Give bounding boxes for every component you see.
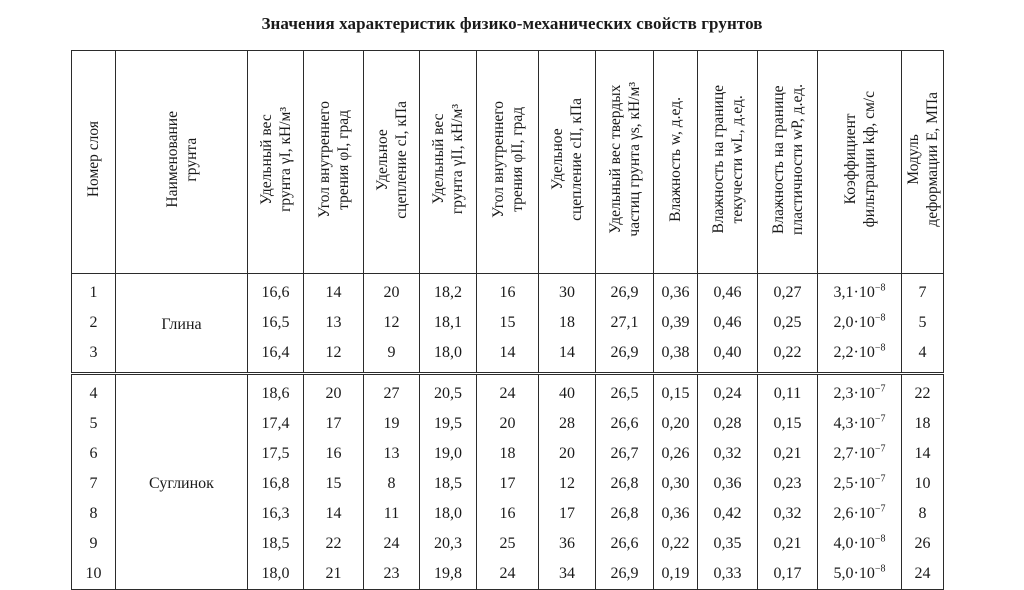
value-cell: 8 — [364, 469, 420, 499]
column-header — [654, 51, 698, 274]
header-line: трения φI, град — [334, 109, 352, 210]
header-line: текучести wL, д.ед. — [728, 95, 746, 224]
coefficient-mantissa: 3,1·10 — [833, 284, 875, 301]
value-cell: 18 — [477, 439, 539, 469]
coefficient-mantissa: 4,0·10 — [833, 535, 875, 552]
filtration-coefficient — [818, 274, 902, 309]
column-header — [477, 51, 539, 274]
value-cell: 13 — [364, 439, 420, 469]
value-cell: 26,9 — [596, 274, 654, 309]
value-cell: 0,35 — [698, 529, 758, 559]
header-line: деформации E, МПа — [923, 92, 941, 227]
value-cell: 26,9 — [596, 338, 654, 374]
value-cell: 0,20 — [654, 409, 698, 439]
column-header — [116, 51, 248, 274]
column-header — [698, 51, 758, 274]
value-cell: 20,5 — [420, 374, 477, 410]
value-cell: 26,9 — [596, 559, 654, 590]
deformation-modulus: 18 — [902, 409, 944, 439]
value-cell: 26,6 — [596, 529, 654, 559]
header-line: Удельное — [549, 128, 566, 191]
value-cell: 26,8 — [596, 469, 654, 499]
header-line: пластичности wP, д.ед. — [788, 84, 806, 235]
value-cell: 0,46 — [698, 274, 758, 309]
value-cell: 0,36 — [698, 469, 758, 499]
filtration-coefficient — [818, 338, 902, 374]
value-cell: 16 — [304, 439, 364, 469]
value-cell: 12 — [304, 338, 364, 374]
value-cell: 24 — [364, 529, 420, 559]
coefficient-exponent: −7 — [874, 383, 886, 395]
value-cell: 0,39 — [654, 308, 698, 338]
filtration-coefficient — [818, 559, 902, 590]
header-line: трения φII, град — [508, 106, 526, 213]
coefficient-mantissa: 2,5·10 — [833, 475, 875, 492]
value-cell: 0,19 — [654, 559, 698, 590]
layer-number: 6 — [72, 439, 116, 469]
value-cell: 25 — [477, 529, 539, 559]
deformation-modulus: 22 — [902, 374, 944, 410]
header-line: Номер слоя — [85, 121, 102, 198]
value-cell: 0,32 — [758, 499, 818, 529]
value-cell: 0,15 — [654, 374, 698, 410]
deformation-modulus: 14 — [902, 439, 944, 469]
value-cell: 0,11 — [758, 374, 818, 410]
value-cell: 24 — [477, 559, 539, 590]
coefficient-exponent: −7 — [874, 443, 886, 455]
deformation-modulus: 10 — [902, 469, 944, 499]
layer-number: 8 — [72, 499, 116, 529]
coefficient-exponent: −7 — [874, 503, 886, 515]
filtration-coefficient — [818, 499, 902, 529]
header-line: Влажность w, д.ед. — [667, 97, 684, 222]
coefficient-mantissa: 4,3·10 — [833, 415, 875, 432]
value-cell: 20 — [304, 374, 364, 410]
soil-properties-table — [71, 50, 944, 590]
value-cell: 0,46 — [698, 308, 758, 338]
header-row — [72, 51, 944, 274]
table-title: Значения характеристик физико-механических свойств грунтов — [261, 14, 763, 33]
header-line: Удельный вес — [430, 114, 447, 205]
column-header — [539, 51, 596, 274]
value-cell: 26,6 — [596, 409, 654, 439]
value-cell: 20 — [539, 439, 596, 469]
column-header — [902, 51, 944, 274]
coefficient-mantissa: 2,6·10 — [833, 505, 875, 522]
value-cell: 0,25 — [758, 308, 818, 338]
header-line: сцепление cI, кПа — [392, 100, 410, 219]
value-cell: 18,5 — [248, 529, 304, 559]
value-cell: 24 — [477, 374, 539, 410]
value-cell: 16,6 — [248, 274, 304, 309]
header-line: частиц грунта γs, кН/м³ — [625, 82, 643, 237]
value-cell: 40 — [539, 374, 596, 410]
value-cell: 12 — [364, 308, 420, 338]
value-cell: 30 — [539, 274, 596, 309]
filtration-coefficient — [818, 529, 902, 559]
coefficient-exponent: −8 — [874, 312, 886, 324]
value-cell: 0,24 — [698, 374, 758, 410]
header-line: Влажность на границе — [709, 85, 727, 234]
coefficient-exponent: −7 — [874, 473, 886, 485]
coefficient-mantissa: 2,0·10 — [833, 314, 875, 331]
header-line: Наименование — [163, 111, 181, 208]
value-cell: 15 — [304, 469, 364, 499]
header-line: грунта γII, кН/м³ — [449, 104, 466, 215]
value-cell: 0,21 — [758, 529, 818, 559]
value-cell: 13 — [304, 308, 364, 338]
value-cell: 18,0 — [420, 499, 477, 529]
value-cell: 19,5 — [420, 409, 477, 439]
header-line: Коэффициент — [841, 114, 859, 205]
header-line: Угол внутреннего — [315, 101, 333, 218]
value-cell: 16 — [477, 274, 539, 309]
value-cell: 19,8 — [420, 559, 477, 590]
value-cell: 19 — [364, 409, 420, 439]
value-cell: 17 — [304, 409, 364, 439]
coefficient-mantissa: 2,2·10 — [833, 344, 875, 361]
header-line: грунта — [182, 137, 200, 182]
value-cell: 0,36 — [654, 499, 698, 529]
value-cell: 0,28 — [698, 409, 758, 439]
coefficient-exponent: −8 — [874, 342, 886, 354]
filtration-coefficient — [818, 374, 902, 410]
value-cell: 14 — [304, 499, 364, 529]
filtration-coefficient — [818, 308, 902, 338]
value-cell: 0,27 — [758, 274, 818, 309]
deformation-modulus: 5 — [902, 308, 944, 338]
value-cell: 16 — [477, 499, 539, 529]
value-cell: 0,42 — [698, 499, 758, 529]
value-cell: 15 — [477, 308, 539, 338]
value-cell: 26,5 — [596, 374, 654, 410]
value-cell: 16,4 — [248, 338, 304, 374]
value-cell: 19,0 — [420, 439, 477, 469]
value-cell: 0,22 — [654, 529, 698, 559]
column-header — [818, 51, 902, 274]
header-line: грунта γI, кН/м³ — [276, 107, 294, 212]
coefficient-exponent: −8 — [874, 282, 886, 294]
value-cell: 0,21 — [758, 439, 818, 469]
value-cell: 26,7 — [596, 439, 654, 469]
layer-number: 10 — [72, 559, 116, 590]
table-row — [72, 274, 944, 309]
value-cell: 28 — [539, 409, 596, 439]
value-cell: 0,40 — [698, 338, 758, 374]
value-cell: 0,22 — [758, 338, 818, 374]
value-cell: 0,23 — [758, 469, 818, 499]
value-cell: 14 — [477, 338, 539, 374]
column-header — [758, 51, 818, 274]
deformation-modulus: 26 — [902, 529, 944, 559]
column-header — [248, 51, 304, 274]
coefficient-mantissa: 2,7·10 — [833, 445, 875, 462]
value-cell: 36 — [539, 529, 596, 559]
value-cell: 21 — [304, 559, 364, 590]
layer-number: 1 — [72, 274, 116, 309]
layer-number: 3 — [72, 338, 116, 374]
header-line: фильтрации kф, см/с — [860, 91, 878, 228]
value-cell: 14 — [539, 338, 596, 374]
coefficient-mantissa: 5,0·10 — [833, 565, 875, 582]
value-cell: 0,26 — [654, 439, 698, 469]
layer-number: 9 — [72, 529, 116, 559]
coefficient-exponent: −8 — [874, 563, 886, 575]
soil-name: Суглинок — [116, 374, 248, 590]
table-row — [72, 374, 944, 410]
header-line: Угол внутреннего — [489, 101, 507, 218]
header-line: Удельный вес — [257, 114, 275, 205]
header-line: Влажность на границе — [769, 85, 787, 234]
filtration-coefficient — [818, 409, 902, 439]
coefficient-mantissa: 2,3·10 — [833, 385, 875, 402]
header-line: сцепление cII, кПа — [568, 98, 585, 221]
value-cell: 27 — [364, 374, 420, 410]
value-cell: 0,38 — [654, 338, 698, 374]
header-line: Удельный вес твердых — [606, 85, 624, 234]
value-cell: 18,2 — [420, 274, 477, 309]
filtration-coefficient — [818, 439, 902, 469]
deformation-modulus: 7 — [902, 274, 944, 309]
value-cell: 20 — [364, 274, 420, 309]
value-cell: 16,8 — [248, 469, 304, 499]
value-cell: 17,5 — [248, 439, 304, 469]
soil-name: Глина — [116, 274, 248, 374]
value-cell: 27,1 — [596, 308, 654, 338]
coefficient-exponent: −7 — [874, 413, 886, 425]
value-cell: 17 — [539, 499, 596, 529]
header-line: Модуль — [904, 134, 922, 185]
value-cell: 18,0 — [420, 338, 477, 374]
value-cell: 0,32 — [698, 439, 758, 469]
header-line: Удельное — [373, 128, 391, 191]
layer-number: 4 — [72, 374, 116, 410]
coefficient-exponent: −8 — [874, 533, 886, 545]
value-cell: 18,0 — [248, 559, 304, 590]
column-header — [596, 51, 654, 274]
value-cell: 20,3 — [420, 529, 477, 559]
value-cell: 12 — [539, 469, 596, 499]
column-header — [420, 51, 477, 274]
layer-number: 5 — [72, 409, 116, 439]
value-cell: 23 — [364, 559, 420, 590]
filtration-coefficient — [818, 469, 902, 499]
deformation-modulus: 24 — [902, 559, 944, 590]
value-cell: 17 — [477, 469, 539, 499]
deformation-modulus: 8 — [902, 499, 944, 529]
value-cell: 18,5 — [420, 469, 477, 499]
value-cell: 18,1 — [420, 308, 477, 338]
value-cell: 16,5 — [248, 308, 304, 338]
value-cell: 18,6 — [248, 374, 304, 410]
value-cell: 0,15 — [758, 409, 818, 439]
column-header — [304, 51, 364, 274]
value-cell: 0,33 — [698, 559, 758, 590]
value-cell: 20 — [477, 409, 539, 439]
value-cell: 11 — [364, 499, 420, 529]
value-cell: 14 — [304, 274, 364, 309]
value-cell: 9 — [364, 338, 420, 374]
value-cell: 0,17 — [758, 559, 818, 590]
value-cell: 0,36 — [654, 274, 698, 309]
deformation-modulus: 4 — [902, 338, 944, 374]
column-header — [364, 51, 420, 274]
value-cell: 34 — [539, 559, 596, 590]
value-cell: 0,30 — [654, 469, 698, 499]
layer-number: 7 — [72, 469, 116, 499]
value-cell: 16,3 — [248, 499, 304, 529]
value-cell: 18 — [539, 308, 596, 338]
value-cell: 26,8 — [596, 499, 654, 529]
column-header — [72, 51, 116, 274]
layer-number: 2 — [72, 308, 116, 338]
value-cell: 17,4 — [248, 409, 304, 439]
value-cell: 22 — [304, 529, 364, 559]
